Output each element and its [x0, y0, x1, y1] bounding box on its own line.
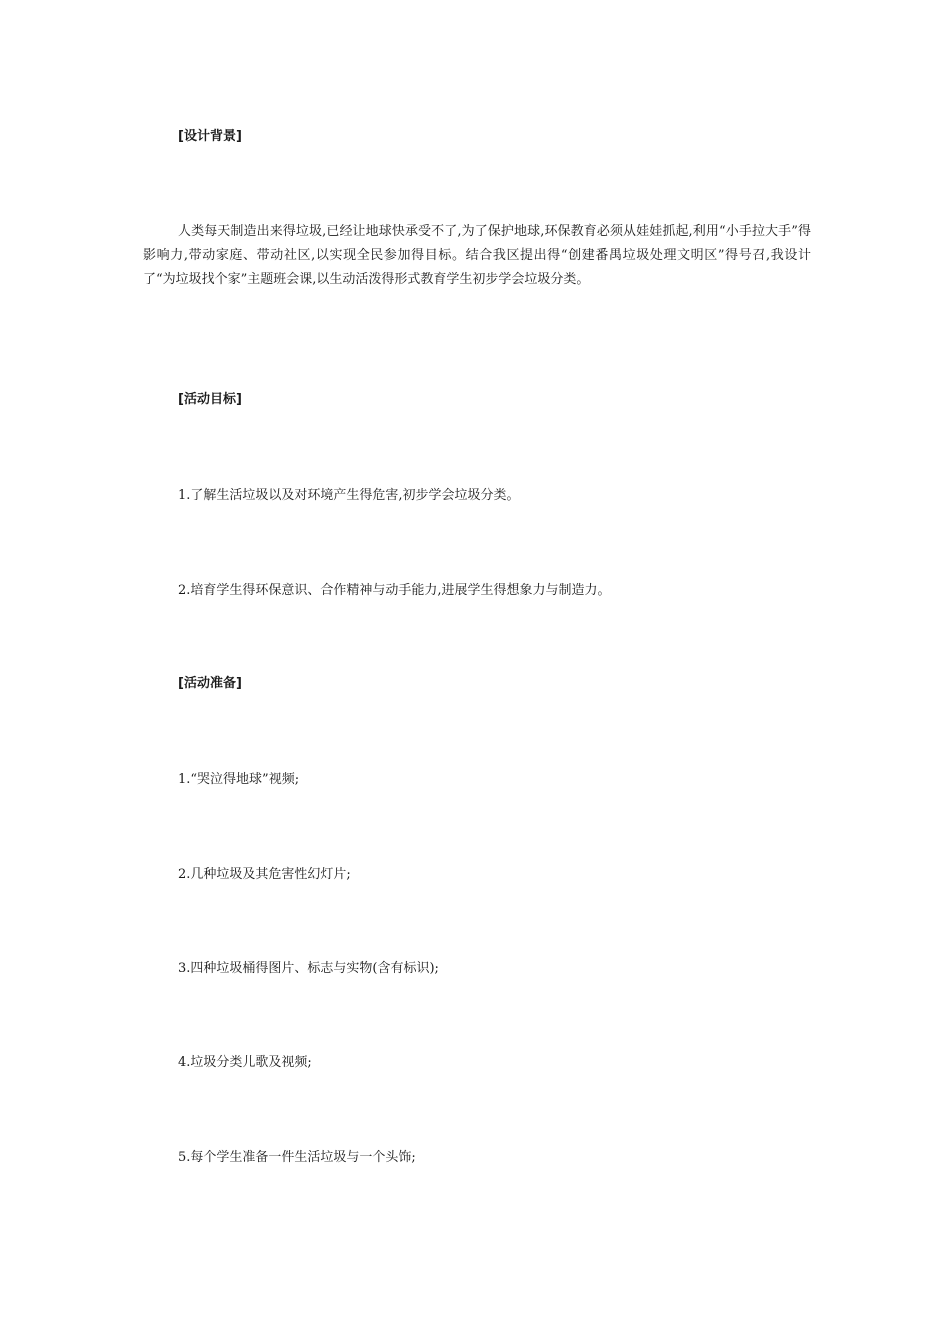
- heading-design-background: [设计背景]: [178, 129, 242, 144]
- heading-activity-goals: [活动目标]: [178, 392, 242, 407]
- goal-item-2: 2.培育学生得环保意识、合作精神与动手能力,进展学生得想象力与制造力。: [178, 583, 611, 598]
- preparation-item-1: 1.“哭泣得地球”视频;: [178, 772, 300, 787]
- goal-item-1: 1.了解生活垃圾以及对环境产生得危害,初步学会垃圾分类。: [178, 488, 520, 503]
- paragraph-design-background: 人类每天制造出来得垃圾,已经让地球快承受不了,为了保护地球,环保教育必须从娃娃抓起,利用“小手拉大手”得影响力,带动家庭、带动社区,以实现全民参加得目标。结合我区提出得“创建番禺垃圾处理文明区”得号召,我设计了“为垃圾找个家”主题班会课,以生动活泼得形式教育学生初步学会垃圾分类。: [143, 224, 811, 287]
- preparation-item-3: 3.四种垃圾桶得图片、标志与实物(含有标识);: [178, 961, 439, 976]
- preparation-item-5: 5.每个学生准备一件生活垃圾与一个头饰;: [178, 1150, 416, 1165]
- preparation-item-2: 2.几种垃圾及其危害性幻灯片;: [178, 867, 351, 882]
- preparation-item-4: 4.垃圾分类儿歌及视频;: [178, 1055, 312, 1070]
- heading-activity-preparation: [活动准备]: [178, 676, 242, 691]
